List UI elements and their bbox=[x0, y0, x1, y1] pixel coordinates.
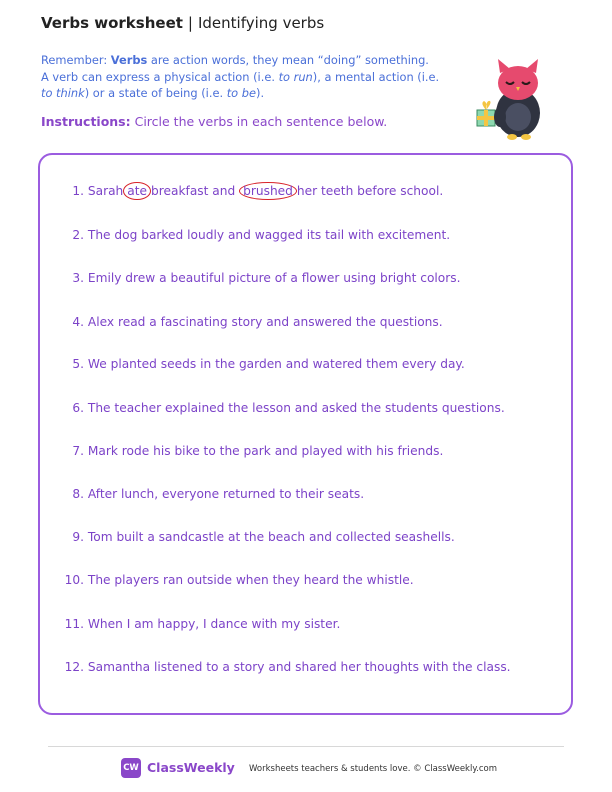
instructions-label: Instructions: bbox=[41, 114, 131, 129]
footer-tagline: Worksheets teachers & students love. © ClassWeekly.com bbox=[249, 764, 498, 774]
sentence-6[interactable]: 6. The teacher explained the lesson and asked the students questions. bbox=[72, 401, 505, 415]
instructions-text: Circle the verbs in each sentence below. bbox=[130, 114, 388, 129]
sentence-9[interactable]: 9. Tom built a sandcastle at the beach and collected seashells. bbox=[72, 530, 455, 544]
verbs-keyword: Verbs bbox=[110, 53, 148, 67]
header-separator: | bbox=[187, 14, 193, 32]
circled-verb[interactable]: brushed bbox=[239, 182, 297, 200]
footer-divider bbox=[48, 746, 564, 747]
worksheet-header bbox=[41, 14, 324, 32]
classweekly-logo-text[interactable]: ClassWeekly bbox=[147, 760, 235, 775]
remember-paragraph: Remember: Verbs are action words, they mean “doing” something. A verb can express a physical action (i.e. to run), a mental action (i.e. to think) or a state of being (i.e. to be). bbox=[41, 53, 440, 100]
sentence-11[interactable]: 11. When I am happy, I dance with my sister. bbox=[64, 617, 341, 631]
sentence-7[interactable]: 7. Mark rode his bike to the park and played with his friends. bbox=[72, 444, 444, 458]
sentence-4[interactable]: 4. Alex read a fascinating story and answered the questions. bbox=[72, 315, 443, 329]
instructions bbox=[41, 114, 387, 129]
sentence-10[interactable]: 10. The players ran outside when they heard the whistle. bbox=[64, 573, 414, 587]
sentence-2[interactable]: 2. The dog barked loudly and wagged its tail with excitement. bbox=[72, 228, 451, 242]
owl-mascot-icon bbox=[468, 55, 558, 145]
circled-verb[interactable]: ate bbox=[123, 182, 151, 200]
worksheet-title: Verbs worksheet bbox=[41, 14, 183, 32]
sentence-1[interactable]: 1. Sarah ate breakfast and brushed her teeth before school. bbox=[72, 184, 444, 198]
worksheet-subtitle: Identifying verbs bbox=[197, 14, 325, 32]
sentence-12[interactable]: 12. Samantha listened to a story and shared her thoughts with the class. bbox=[64, 660, 511, 674]
sentence-8[interactable]: 8. After lunch, everyone returned to their seats. bbox=[72, 487, 365, 501]
sentence-3[interactable]: 3. Emily drew a beautiful picture of a flower using bright colors. bbox=[72, 271, 461, 285]
sentence-5[interactable]: 5. We planted seeds in the garden and watered them every day. bbox=[72, 357, 465, 371]
classweekly-logo-icon: CW bbox=[121, 758, 141, 778]
